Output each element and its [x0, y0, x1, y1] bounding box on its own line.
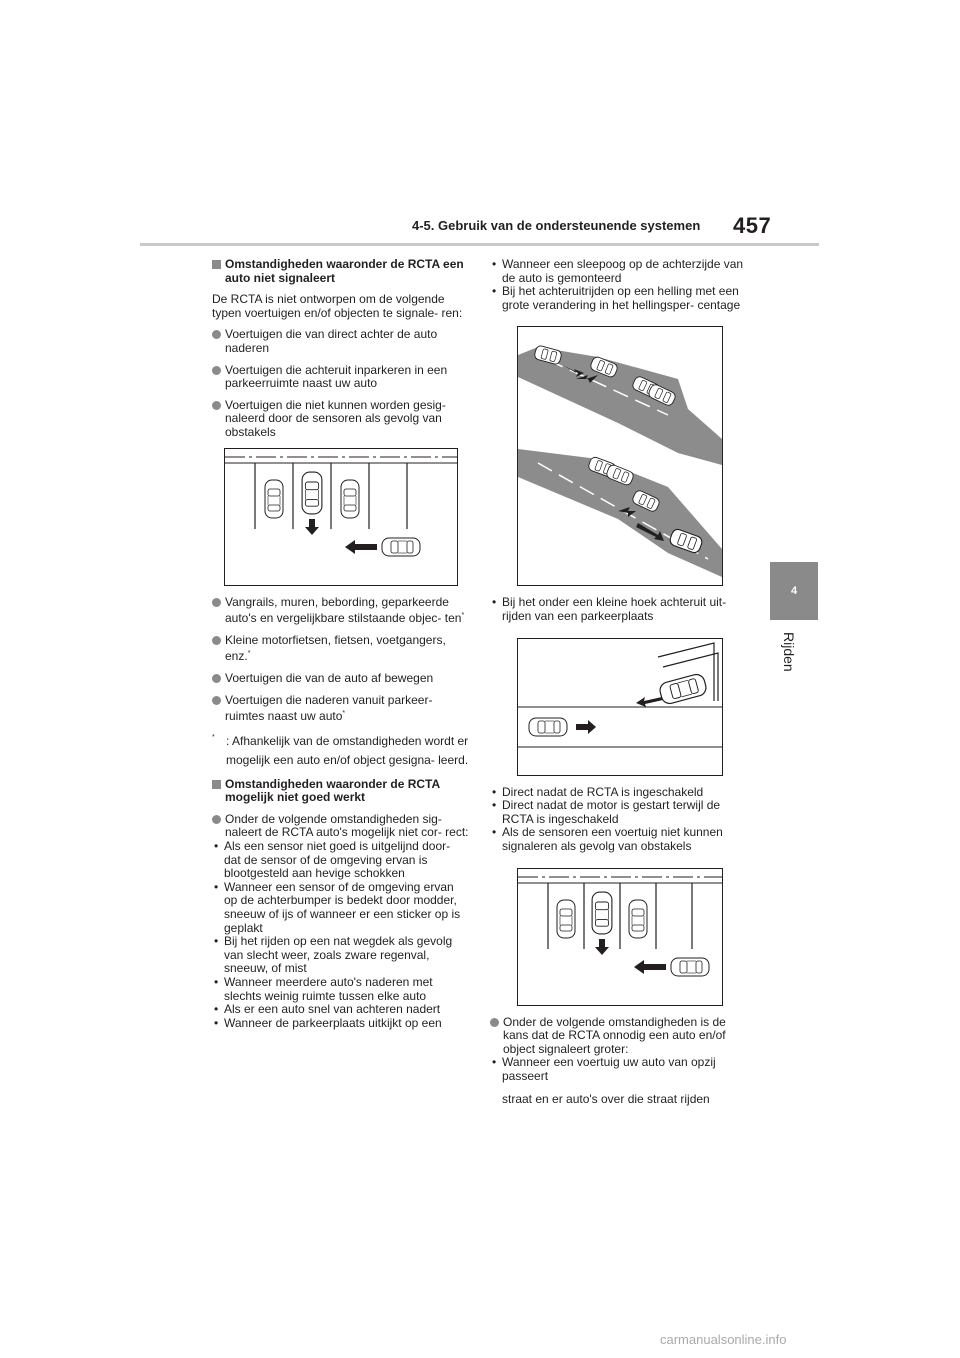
list-item — [490, 1016, 752, 1057]
chapter-label-text: Rijden — [781, 632, 797, 672]
page-number: 457 — [733, 213, 772, 238]
left-column — [212, 258, 470, 1030]
list-item-text: Voertuigen die niet kunnen worden gesig- naleerd door de sensoren als gevolg van obstakels — [225, 397, 446, 439]
list-item — [212, 364, 470, 391]
section-heading-text: Omstandigheden waaronder de RCTA mogelijk niet goed werkt — [225, 776, 440, 805]
section-heading-text: Omstandigheden waaronder de RCTA een auto niet signaleert — [225, 257, 464, 285]
dash-item: • Bij het achteruitrijden op een helling met een grote verandering in het hellingsper- centage — [490, 285, 752, 312]
list-item-text: Onder de volgende omstandigheden is de kans dat de RCTA onnodig een auto en/of object signaleert groter: — [503, 1014, 726, 1056]
circle-bullet-icon — [212, 598, 221, 607]
chapter-label — [773, 630, 813, 690]
list-item — [212, 399, 470, 440]
list-item-text: Voertuigen die achteruit inparkeren in een parkeerruimte naast uw auto — [225, 362, 448, 391]
footnote — [212, 732, 470, 770]
footnote-marker: * — [342, 710, 346, 718]
dash-item: • Wanneer de parkeerplaats uitkijkt op een — [212, 1017, 470, 1031]
list-item — [212, 596, 470, 626]
footnote-marker: * — [247, 650, 251, 658]
continuation-text: straat en er auto's over die straat rijden — [502, 1091, 710, 1106]
section-heading — [212, 258, 470, 285]
circle-bullet-icon — [212, 636, 221, 645]
figure-slope — [517, 326, 723, 586]
circle-bullet-icon — [212, 815, 221, 824]
list-item-text: Onder de volgende omstandigheden sig- naleert de RCTA auto's mogelijk niet cor- rect: — [225, 811, 469, 840]
watermark: carmanualsonline.info — [660, 1332, 787, 1347]
list-item-text: Vangrails, muren, bebording, geparkeerde auto's en vergelijkbare stilstaande objec- ten — [225, 594, 462, 626]
dash-item: • Direct nadat de RCTA is ingeschakeld — [490, 786, 752, 800]
list-item — [212, 694, 470, 724]
list-item — [212, 328, 470, 355]
right-column — [490, 258, 752, 1106]
intro-paragraph: De RCTA is niet ontworpen om de volgende typen voertuigen en/of objecten te signale- ren: — [212, 292, 463, 320]
dash-item: • Als de sensoren een voertuig niet kunnen signaleren als gevolg van obstakels — [490, 826, 752, 853]
circle-bullet-icon — [212, 330, 221, 339]
chapter-tab: 4 — [770, 562, 818, 620]
circle-bullet-icon — [212, 401, 221, 410]
dash-item: • Wanneer meerdere auto's naderen met slechts weinig ruimte tussen elke auto — [212, 976, 470, 1003]
square-bullet-icon — [212, 780, 221, 789]
figure-obstacle-parking-2 — [517, 868, 723, 1006]
circle-bullet-icon — [212, 366, 221, 375]
angle-exit-illustration — [518, 639, 722, 775]
list-item — [212, 672, 470, 686]
list-item-text: Kleine motorfietsen, fietsen, voetgangers, enz. — [225, 632, 446, 664]
list-item-text: Voertuigen die naderen vanuit parkeer- ruimtes naast uw auto — [225, 692, 433, 724]
dash-item: • Bij het onder een kleine hoek achteruit uit- rijden van een parkeerplaats — [490, 596, 752, 623]
header-divider — [140, 243, 819, 246]
slope-illustration — [518, 327, 722, 585]
dash-item: • Als er een auto snel van achteren nadert — [212, 1003, 470, 1017]
dash-item: • Wanneer een sensor of de omgeving ervan op de achterbumper is bedekt door modder, sneeuw of ijs of wanneer er een sticker op is geplakt — [212, 881, 470, 935]
figure-angle-exit — [517, 638, 723, 776]
dash-item: • Als een sensor niet goed is uitgelijnd door- dat de sensor of de omgeving ervan is blootgesteld aan hevige schokken — [212, 840, 470, 881]
footnote-text: : Afhankelijk van de omstandigheden wordt er mogelijk een auto en/of object gesigna- leerd. — [226, 733, 469, 767]
dash-item: • Bij het rijden op een nat wegdek als gevolg van slecht weer, zoals zware regenval, sneeuw, of mist — [212, 935, 470, 976]
header-title: 4-5. Gebruik van de ondersteunende systemen — [412, 218, 701, 233]
list-item — [212, 813, 470, 840]
figure-obstacle-parking — [224, 448, 458, 586]
dash-item: • Direct nadat de motor is gestart terwijl de RCTA is ingeschakeld — [490, 799, 752, 826]
obstacle-parking-illustration — [225, 449, 457, 585]
list-item — [212, 634, 470, 664]
obstacle-parking-illustration-2 — [518, 869, 722, 1005]
square-bullet-icon — [212, 260, 221, 269]
circle-bullet-icon — [490, 1018, 499, 1027]
dash-item: • Wanneer een sleepoog op de achterzijde van de auto is gemonteerd — [490, 258, 752, 285]
footnote-marker: * — [461, 612, 465, 620]
list-item-text: Voertuigen die van de auto af bewegen — [225, 670, 434, 685]
dash-item: • Wanneer een voertuig uw auto van opzij passeert — [490, 1056, 752, 1083]
circle-bullet-icon — [212, 696, 221, 705]
circle-bullet-icon — [212, 674, 221, 683]
footnote-marker: * — [212, 733, 215, 741]
section-heading — [212, 778, 470, 805]
list-item-text: Voertuigen die van direct achter de auto naderen — [225, 327, 438, 355]
